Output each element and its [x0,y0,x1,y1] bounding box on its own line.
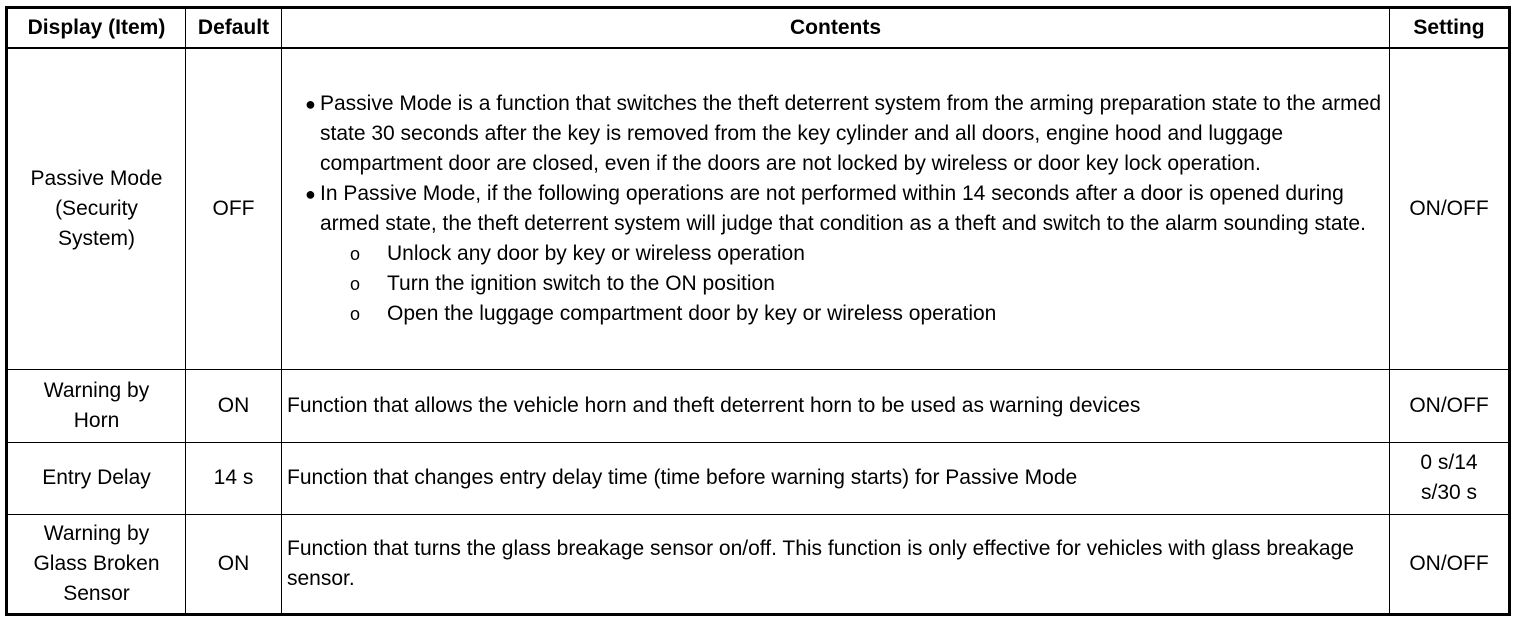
circle-bullet-icon: o [350,304,361,325]
sub-bullet-item [287,299,1384,329]
setting-value: ON/OFF [1390,48,1510,369]
bullet-text: Passive Mode is a function that switches the theft deterrent system from the arming preparation state to the armed state 30 seconds after the key is removed from the key cylinder and all doors, engine hood and luggage compartment door are closed, even if the doors are not locked by wireless or door key lock operation. [320,92,1382,176]
display-item-line: (Security [55,196,138,220]
header-contents: Contents [282,8,1390,49]
sub-bullet-item [287,269,1384,299]
header-default: Default [186,8,282,49]
header-row [7,8,1510,49]
display-item-line: System) [57,226,135,250]
sub-bullet-text: Unlock any door by key or wireless operation [387,242,805,266]
table-row-warning-by-glass-broken-sensor [7,514,1510,614]
default-value: ON [186,369,282,442]
display-item-line: Sensor [63,581,130,605]
circle-bullet-icon: o [350,274,361,295]
bullet-text: In Passive Mode, if the following operations are not performed within 14 seconds after a door is opened during armed state, the theft deterrent system will judge that condition as a theft and switch to the alarm sounding state. [320,182,1366,236]
display-item-line: Glass Broken [33,551,160,575]
circle-bullet-icon: o [350,244,361,265]
default-value: 14 s [186,442,282,514]
contents-cell [282,48,1390,369]
setting-value: ON/OFF [1390,369,1510,442]
bullet-dot-icon: ● [305,184,316,205]
contents-text: Function that changes entry delay time (time before warning starts) for Passive Mode [282,442,1390,514]
display-item-line: Warning by [43,378,150,402]
bullet-item [287,89,1384,179]
table-row-entry-delay [7,442,1510,514]
settings-table [5,6,1511,616]
sub-bullet-text: Turn the ignition switch to the ON position [387,272,775,296]
header-display-item: Display (Item) [7,8,186,49]
setting-value-line: 0 s/14 [1420,451,1478,474]
display-item-line: Entry Delay [42,466,151,489]
setting-value: ON/OFF [1390,514,1510,614]
header-setting: Setting [1390,8,1510,49]
contents-text: Function that turns the glass breakage sensor on/off. This function is only effective for vehicles with glass breakage sensor. [282,514,1390,614]
display-item-cell [7,48,186,369]
contents-text: Function that allows the vehicle horn and theft deterrent horn to be used as warning devices [282,369,1390,442]
display-item-cell [7,442,186,514]
display-item-line: Warning by [43,521,150,545]
display-item-cell [7,514,186,614]
bullet-item [287,179,1384,239]
display-item-line: Passive Mode [30,166,163,190]
sub-bullet-item [287,239,1384,269]
display-item-line: Horn [73,408,120,432]
table-row-warning-by-horn [7,369,1510,442]
default-value: OFF [186,48,282,369]
default-value: ON [186,514,282,614]
sub-bullet-text: Open the luggage compartment door by key or wireless operation [387,302,997,326]
bullet-dot-icon: ● [305,94,316,115]
setting-value-cell [1390,442,1510,514]
setting-value-line: s/30 s [1420,481,1478,504]
display-item-cell [7,369,186,442]
table-row-passive-mode [7,48,1510,369]
